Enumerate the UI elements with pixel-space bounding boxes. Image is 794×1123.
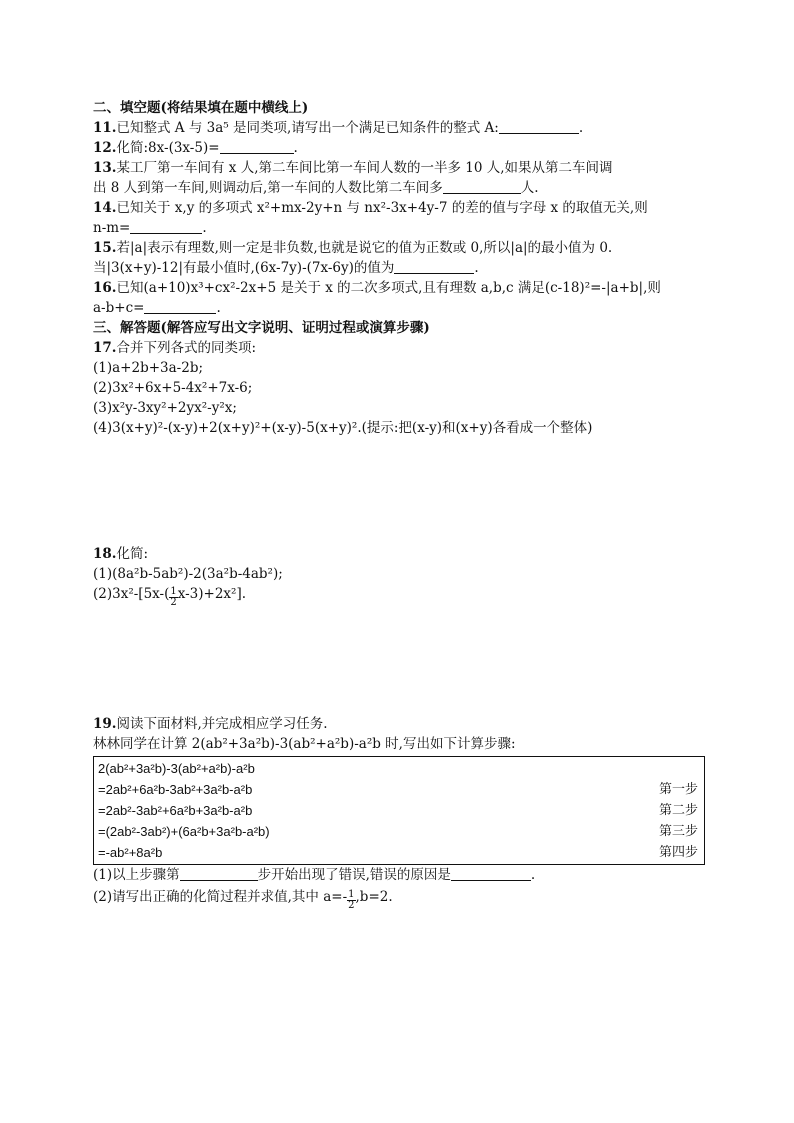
exam-page [93, 98, 705, 911]
sub-question-text: x-3)+2x²]. [177, 586, 247, 602]
answer-blank[interactable] [130, 220, 202, 234]
sub-question-text: (1)以上步骤第 [93, 867, 180, 883]
question-number: 19. [93, 716, 117, 732]
question-17 [93, 338, 705, 438]
step-row [98, 842, 698, 863]
step-expression: =(2ab²-3ab²)+(6a²b+3a²b-a²b) [98, 824, 270, 839]
sub-question: (1)以上步骤第 步开始出现了错误,错误的原因是 . [93, 867, 536, 883]
fraction [347, 890, 355, 911]
question-number: 13. [93, 160, 117, 176]
step-row [98, 800, 698, 821]
step-expression: =2ab²+6a²b-3ab²+3a²b-a²b [98, 782, 253, 797]
calculation-steps-box [93, 756, 705, 865]
answer-blank[interactable] [180, 867, 258, 881]
answer-blank[interactable] [443, 180, 521, 194]
fraction-numerator: 1 [170, 586, 177, 597]
sub-question: (3)x²y-3xy²+2yx²-y²x; [93, 400, 237, 416]
question-number: 16. [93, 280, 117, 296]
step-row [98, 821, 698, 842]
question-13 [93, 158, 705, 198]
question-title: 合并下列各式的同类项: [116, 340, 257, 356]
fraction [169, 587, 177, 608]
answer-space[interactable] [93, 608, 705, 714]
section-fill-in-title: 二、填空题(将结果填在题中横线上) [93, 100, 309, 116]
sub-question: (4)3(x+y)²-(x-y)+2(x+y)²+(x-y)-5(x+y)².(提示:把(x-y)和(x+y)各看成一个整体) [93, 420, 593, 436]
question-text: 化简:8x-(3x-5)= [116, 140, 220, 156]
sub-question [93, 584, 705, 608]
step-expression: 2(ab²+3a²b)-3(ab²+a²b)-a²b [98, 761, 255, 776]
question-title: 化简: [116, 546, 149, 562]
sub-question-text: ,b=2. [355, 889, 393, 905]
sub-question: (1)a+2b+3a-2b; [93, 360, 204, 376]
question-number: 15. [93, 240, 117, 256]
question-number: 18. [93, 546, 117, 562]
sub-question: (2)3x²+6x+5-4x²+7x-6; [93, 380, 253, 396]
sub-question: (1)(8a²b-5ab²)-2(3a²b-4ab²); [93, 566, 283, 582]
question-text-line2: 出 8 人到第一车间,则调动后,第一车间的人数比第二车间多 [93, 180, 443, 196]
sub-question-text: (2)3x²-[5x-( [93, 586, 170, 602]
question-14: 14.已知关于 x,y 的多项式 x²+mx-2y+n 与 nx²-3x+4y-7 的差的值与字母 x 的取值无关,则 n-m= . [93, 200, 648, 236]
question-number: 17. [93, 340, 117, 356]
sub-question-text: (2)请写出正确的化简过程并求值,其中 a=- [93, 889, 348, 905]
question-text-line2: a-b+c= [93, 300, 145, 316]
question-text-line1: 已知(a+10)x³+cx²-2x+5 是关于 x 的二次多项式,且有理数 a,b,c 满足(c-18)²=-|a+b|,则 [116, 280, 661, 296]
fraction-denominator: 2 [170, 597, 177, 608]
step-row [98, 758, 698, 779]
question-16: 16.已知(a+10)x³+cx²-2x+5 是关于 x 的二次多项式,且有理数 a,b,c 满足(c-18)²=-|a+b|,则 a-b+c= . [93, 280, 661, 316]
question-text-line2: 当|3(x+y)-12|有最小值时,(6x-7y)-(7x-6y)的值为 [93, 260, 395, 276]
question-15: 15.若|a|表示有理数,则一定是非负数,也就是说它的值为正数或 0,所以|a|的最小值为 0. 当|3(x+y)-12|有最小值时,(6x-7y)-(7x-6y)的值为 . [93, 240, 613, 276]
question-number: 11. [93, 120, 117, 136]
step-label: 第一步 [658, 782, 698, 797]
question-19 [93, 714, 705, 911]
question-11: 11.已知整式 A 与 3a⁵ 是同类项,请写出一个满足已知条件的整式 A: . [93, 120, 584, 136]
fraction-numerator: 1 [348, 889, 355, 900]
fraction-denominator: 2 [348, 900, 355, 911]
sub-question-text: 步开始出现了错误,错误的原因是 [257, 867, 451, 883]
question-intro: 林林同学在计算 2(ab²+3a²b)-3(ab²+a²b)-a²b 时,写出如下计算步骤: [93, 736, 516, 752]
step-label: 第三步 [658, 824, 698, 839]
question-number: 12. [93, 140, 117, 156]
step-row [98, 779, 698, 800]
answer-blank[interactable] [144, 300, 216, 314]
answer-blank[interactable] [499, 120, 579, 134]
question-number: 14. [93, 200, 117, 216]
question-text: 已知整式 A 与 3a⁵ 是同类项,请写出一个满足已知条件的整式 A: [116, 120, 499, 136]
question-text-line1: 已知关于 x,y 的多项式 x²+mx-2y+n 与 nx²-3x+4y-7 的差的值与字母 x 的取值无关,则 [116, 200, 648, 216]
unit-label: 人. [520, 180, 539, 196]
sub-question [93, 887, 705, 911]
question-text-line1: 某工厂第一车间有 x 人,第二车间比第一车间人数的一半多 10 人,如果从第二车间调 [116, 160, 613, 176]
section-answer-title: 三、解答题(解答应写出文字说明、证明过程或演算步骤) [93, 320, 430, 336]
step-expression: =-ab²+8a²b [98, 845, 163, 860]
answer-blank[interactable] [394, 260, 474, 274]
question-title: 阅读下面材料,并完成相应学习任务. [116, 716, 328, 732]
question-18 [93, 544, 705, 608]
question-text-line1: 若|a|表示有理数,则一定是非负数,也就是说它的值为正数或 0,所以|a|的最小值为 0. [116, 240, 613, 256]
step-label: 第二步 [658, 803, 698, 818]
answer-blank[interactable] [220, 140, 294, 154]
answer-blank[interactable] [451, 867, 531, 881]
step-label: 第四步 [658, 845, 698, 860]
step-expression: =2ab²-3ab²+6a²b+3a²b-a²b [98, 803, 253, 818]
answer-space[interactable] [93, 438, 705, 544]
question-12: 12.化简:8x-(3x-5)= . [93, 140, 298, 156]
question-text-line2: n-m= [93, 220, 131, 236]
